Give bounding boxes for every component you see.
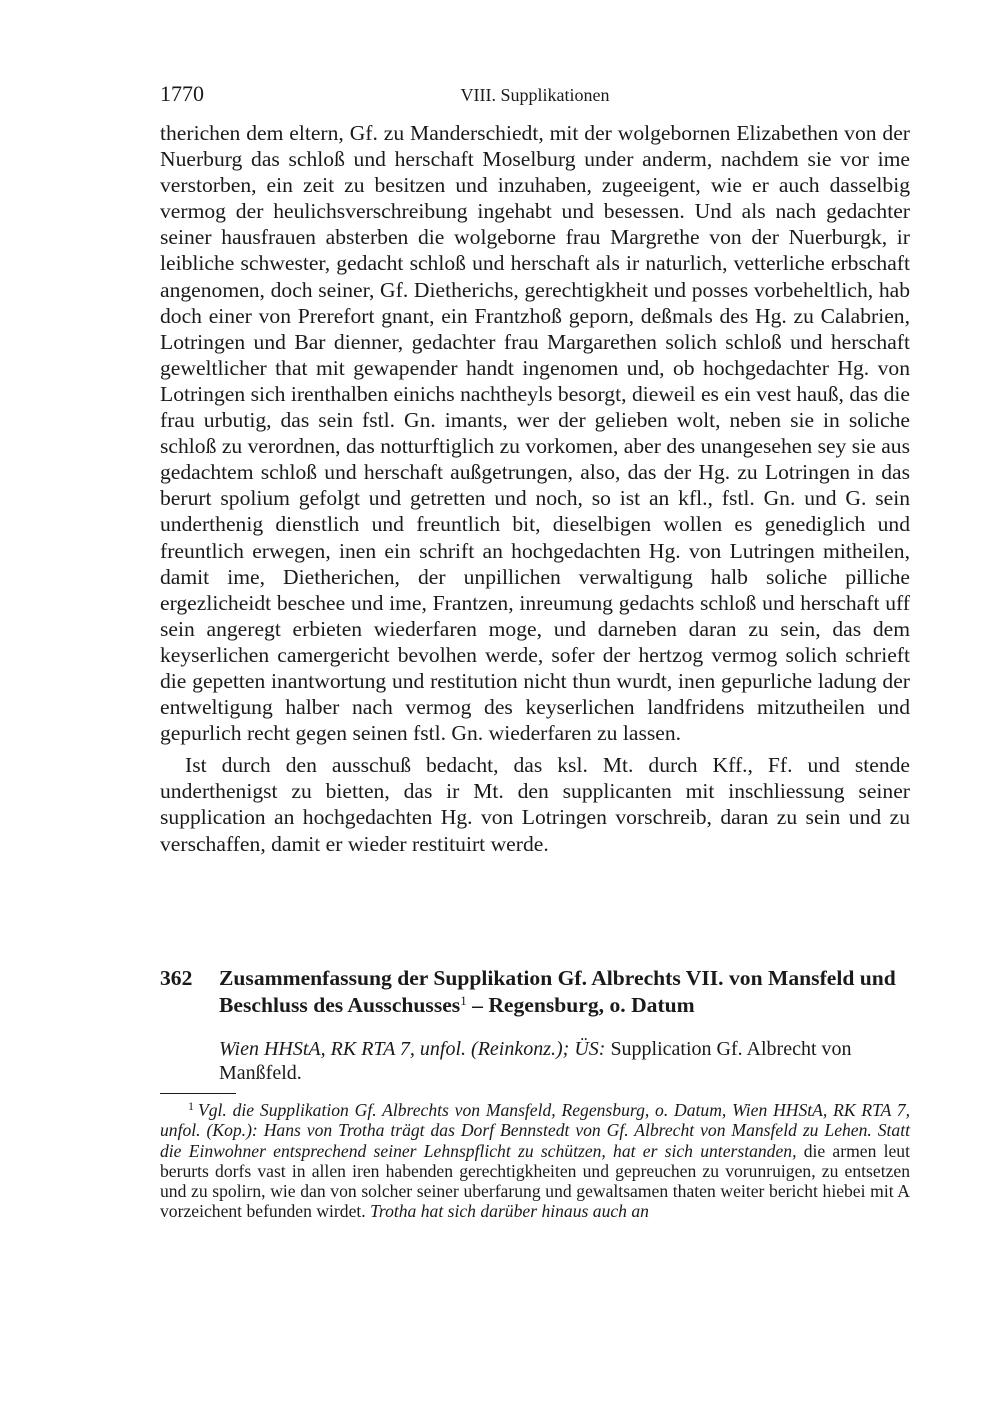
footnote-italic-text: Vgl. die Supplikation Gf. Albrechts von Mansfeld, Regensburg, o. Datum, Wien HHStA, RK RTA 7, unfol. (Kop.): Hans von Trotha trägt das Dorf Bennstedt von Gf. Albrecht von Mansfeld zu Lehen. Statt die Einwohner entsprechend seiner Lehnspflicht zu schützen, hat er sich unterstanden, <box>160 1100 910 1161</box>
page-number: 1770 <box>160 81 204 106</box>
document-title <box>219 965 910 1019</box>
document-heading <box>160 965 910 1019</box>
footnote-italic-text: Trotha hat sich darüber hinaus auch an <box>370 1201 649 1222</box>
body-paragraph: Ist durch den ausschuß bedacht, das ksl. Mt. durch Kff., Ff. und stende underthenigst zu bietten, das ir Mt. den supplicanten mit inschliessung seiner supplication an hochgedachten Hg. von Lotringen vorschreib, daran zu sein und zu verschaffen, damit er wieder restituirt werde. <box>160 753 910 856</box>
main-text <box>160 120 910 857</box>
source-note <box>219 1037 910 1085</box>
body-paragraph: therichen dem eltern, Gf. zu Manderschiedt, mit der wolgebornen Elizabethen von der Nuerburg das schloß und herschaft Moselburg under anderm, nachdem sie vor ime verstorben, ein zeit zu besitzen und inzuhaben, zugeeigent, wie er auch dasselbig vermog der heulichsverschreibung ingehabt und besessen. Und als nach gedachter seiner hausfrauen absterben die wolgeborne frau Margrethe von der Nuerburgk, ir leibliche schwester, gedacht schloß und herschaft als ir naturlich, vetterliche erbschaft angenomen, doch seiner, Gf. Dietherichs, gerechtigkheit und posses vorbeheltlich, hab doch einer von Prerefort gnant, ein Frantzhoß geporn, deßmals des Hg. zu Calabrien, Lotringen und Bar dienner, gedachter frau Margarethen solich schloß und herschaft geweltlicher that mit gewapender handt ingenomen und, ob hochgedachter Hg. von Lotringen sich irenthalben einichs nachtheyls besorgt, dieweil es ein vest hauß, das die frau urbutig, das sein fstl. Gn. imants, wer der gelieben wolt, neben sie in soliche schloß zu verordnen, das notturftiglich zu vorkomen, aber des unangesehen sey sie aus gedachtem schloß und herschaft außgetrungen, also, das der Hg. zu Lotringen in das berurt spolium gefolgt und getretten und noch, so ist an kfl., fstl. Gn. und G. sein underthenig dienstlich und freuntlich bit, dieselbigen wollen es genediglich und freuntlich erwegen, inen ein schrift an hochgedachten Hg. von Lutringen mitheilen, damit ime, Dietherichen, der unpillichen verwaltigung halb soliche pilliche ergezlicheidt beschee und ime, Frantzen, inreumung gedachts schloß und herschaft uff sein angeregt erbieten wiederfaren moge, und darneben daran zu sein, das dem keyserlichen camergericht bevolhen werde, sofer der hertzog vermog solich schrieft die gepetten inantwortung und restitution nicht thun wurdt, inen gepurliche ladung der entweltigung halber nach vermog des keyserlichen landfridens mitzutheilen und gepurlich recht gegen seinen fstl. Gn. wiederfaren zu lassen. <box>160 121 910 746</box>
footnote <box>160 1100 910 1222</box>
source-title: Supplication Gf. Albrecht von Manßfeld. <box>219 1038 852 1084</box>
footnote-paragraph <box>160 1100 910 1222</box>
source-archive: Wien HHStA, RK RTA 7, unfol. (Reinkonz.); ÜS: <box>219 1038 606 1060</box>
footnote-reference[interactable]: 1 <box>460 993 467 1008</box>
page-header <box>160 80 910 108</box>
footnote-divider <box>160 1093 236 1094</box>
document-title-place-date: – Regensburg, o. Datum <box>466 993 695 1017</box>
running-head: VIII. Supplikationen <box>460 85 610 105</box>
document-title-text: Zusammenfassung der Supplikation Gf. Albrechts VII. von Mansfeld und Beschluss des Ausschusses <box>219 966 896 1017</box>
document-number: 362 <box>160 966 193 990</box>
footnote-quote: die armen leut berurts dorfs vast in allen iren habenden gerechtigkheiten und gepreuchen zu vorunruigen, zu entsetzen und zu spolirn, wie dan von solcher seiner uberfarung und gewaltsamen thaten weiter bericht hiebei mit A vorzeichent befunden wirdet. <box>160 1140 910 1222</box>
footnote-mark: 1 <box>188 1099 194 1113</box>
